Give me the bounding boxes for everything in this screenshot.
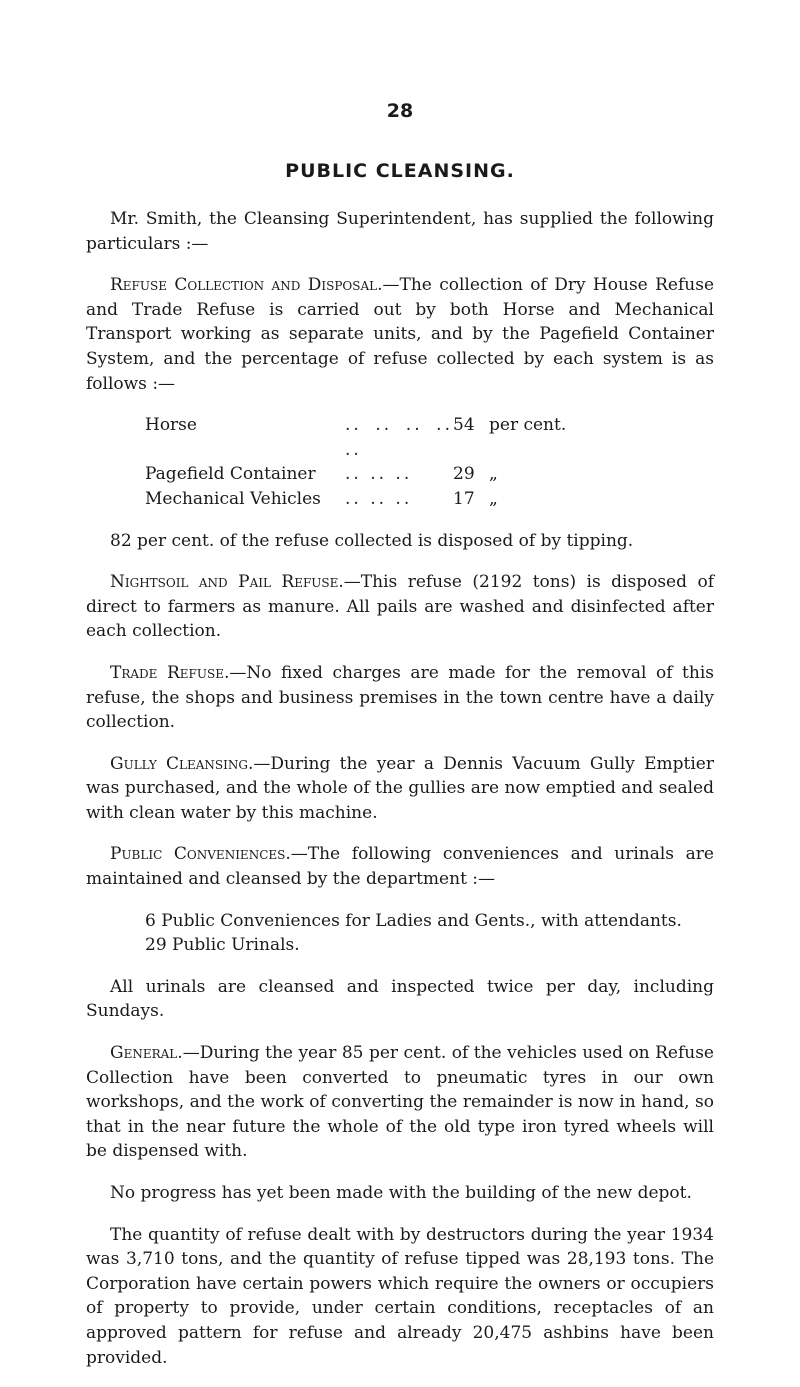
conveniences-paragraph — [86, 842, 714, 891]
general-paragraph — [86, 1041, 714, 1164]
list-item: 6 Public Conveniences for Ladies and Gents., with attendants. — [145, 910, 682, 931]
row-value: 17 — [453, 488, 475, 509]
table-row — [145, 462, 566, 487]
general-heading: General. — [110, 1043, 183, 1064]
refuse-collection-heading: Refuse Collection and Disposal. — [110, 275, 383, 296]
nightsoil-paragraph — [86, 570, 714, 644]
table-row — [145, 413, 566, 462]
row-label: Mechanical Vehicles — [145, 488, 321, 509]
conveniences-text: —The following conveniences and urinals are maintained and cleansed by the department :— — [86, 844, 714, 890]
refuse-collection-text: —The collection of Dry House Refuse and Trade Refuse is carried out by both Horse and Mechanical Transport working as separate units, and by the Pagefield Container System, and the percentage of refuse collected by each system is as follows :— — [86, 275, 714, 394]
row-leader-dots: .. .. .. .. .. — [345, 415, 453, 460]
nightsoil-heading: Nightsoil and Pail Refuse. — [110, 572, 344, 593]
page-number: 28 — [386, 100, 414, 122]
intro-paragraph: Mr. Smith, the Cleansing Superintendent, has supplied the following particulars :— — [86, 209, 714, 254]
row-label: Horse — [145, 415, 197, 436]
gully-paragraph — [86, 752, 714, 826]
quantity-paragraph: The quantity of refuse dealt with by destructors during the year 1934 was 3,710 tons, and the quantity of refuse tipped was 28,193 tons. The Corporation have certain powers which require the owners or occupiers of property to provide, under certain conditions, receptacles of an approved pattern for refuse and already 20,475 ashbins have been provided. — [86, 1224, 714, 1368]
conveniences-heading: Public Conveniences. — [110, 844, 291, 865]
row-value: 54 — [453, 415, 475, 436]
depot-paragraph: No progress has yet been made with the building of the new depot. — [110, 1183, 692, 1203]
row-unit: „ — [489, 464, 498, 485]
list-item: 29 Public Urinals. — [145, 935, 300, 956]
refuse-collection-paragraph — [86, 273, 714, 396]
tipping-paragraph: 82 per cent. of the refuse collected is disposed of by tipping. — [110, 530, 634, 551]
row-leader-dots: .. .. .. — [345, 488, 413, 509]
general-text: —During the year 85 per cent. of the vehicles used on Refuse Collection have been converted to pneumatic tyres in our own workshops, and the work of converting the remainder is now in hand, so that in the near future the whole of the old type iron tyred wheels will be dispensed with. — [86, 1043, 714, 1162]
row-value: 29 — [453, 464, 475, 485]
row-leader-dots: .. .. .. — [345, 464, 413, 485]
trade-refuse-heading: Trade Refuse. — [110, 662, 230, 683]
urinals-note-paragraph: All urinals are cleansed and inspected twice per day, including Sundays. — [86, 976, 714, 1022]
trade-refuse-text: —No fixed charges are made for the removal of this refuse, the shops and business premises in the town centre have a daily collection. — [86, 662, 714, 733]
row-unit: per cent. — [489, 415, 567, 436]
row-label: Pagefield Container — [145, 464, 316, 485]
row-unit: „ — [489, 488, 498, 509]
refuse-percentage-table — [145, 413, 566, 511]
gully-heading: Gully Cleansing. — [110, 753, 254, 774]
gully-text: —During the year a Dennis Vacuum Gully Emptier was purchased, and the whole of the gullies are now emptied and sealed with clean water by this machine. — [86, 753, 714, 823]
page-title: PUBLIC CLEANSING. — [285, 160, 515, 182]
nightsoil-text: —This refuse (2192 tons) is disposed of direct to farmers as manure. All pails are washed and disinfected after each collection. — [86, 572, 714, 642]
table-row — [145, 487, 566, 512]
document-body — [86, 207, 714, 1387]
conveniences-list — [145, 909, 714, 958]
trade-refuse-paragraph — [86, 661, 714, 735]
